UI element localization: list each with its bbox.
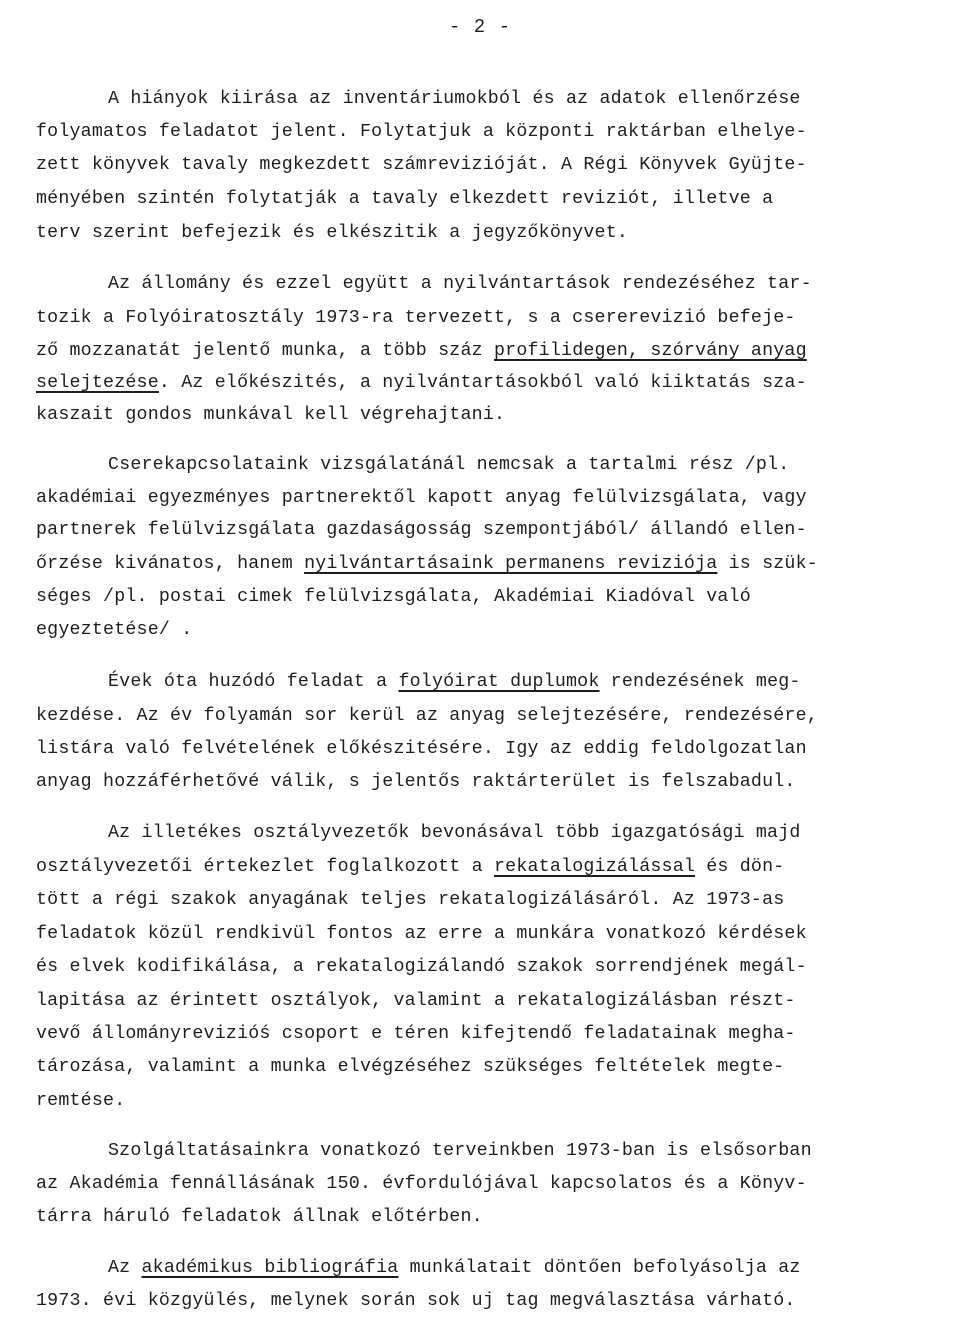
paragraph-3-line-2 xyxy=(36,483,807,513)
paragraph-4-line-1 xyxy=(108,667,801,697)
paragraph-3-line-1 xyxy=(108,450,789,480)
text-segment: A hiányok kiirása az inventáriumokból és az adatok ellenőrzése xyxy=(108,89,801,109)
paragraph-6-line-3 xyxy=(36,1202,483,1232)
text-segment: ző mozzanatát jelentő munka, a több száz xyxy=(36,341,494,361)
paragraph-5-line-9 xyxy=(36,1086,125,1116)
paragraph-1-line-4 xyxy=(36,184,773,214)
paragraph-5-line-1 xyxy=(108,818,801,848)
paragraph-1-line-2 xyxy=(36,117,807,147)
text-segment: akadémiai egyezményes partnerektől kapott anyag felülvizsgálata, vagy xyxy=(36,488,807,508)
text-segment: munkálatait döntően befolyásolja az xyxy=(398,1258,801,1278)
text-segment: is szük- xyxy=(717,554,818,574)
paragraph-5-line-3 xyxy=(36,885,784,915)
text-segment: 1973. évi közgyülés, melynek során sok uj tag megválasztása várható. xyxy=(36,1291,796,1311)
paragraph-3-line-5 xyxy=(36,582,751,612)
underlined-text: folyóirat duplumok xyxy=(398,672,600,692)
paragraph-2-line-4 xyxy=(36,368,807,398)
text-segment: rendezésének meg- xyxy=(599,672,801,692)
text-segment: Az állomány és ezzel együtt a nyilvántartások rendezéséhez tar- xyxy=(108,274,812,294)
paragraph-4-line-3 xyxy=(36,734,807,764)
text-segment: Évek óta huzódó feladat a xyxy=(108,672,399,692)
text-segment: Cserekapcsolataink vizsgálatánál nemcsak a tartalmi rész /pl. xyxy=(108,455,790,475)
text-segment: egyeztetése/ . xyxy=(36,620,193,640)
text-segment: . Az előkészités, a nyilvántartásokból való kiiktatás sza- xyxy=(158,373,807,393)
paragraph-2-line-3 xyxy=(36,336,807,366)
text-segment: Szolgáltatásainkra vonatkozó terveinkben 1973-ban is elsősorban xyxy=(108,1141,812,1161)
text-segment: ményében szintén folytatják a tavaly elkezdett reviziót, illetve a xyxy=(36,189,774,209)
paragraph-5-line-5 xyxy=(36,952,807,982)
paragraph-6-line-2 xyxy=(36,1169,807,1199)
text-segment: és elvek kodifikálása, a rekatalogizálandó szakok sorrendjének megál- xyxy=(36,957,807,977)
text-segment: séges /pl. postai cimek felülvizsgálata, Akadémiai Kiadóval való xyxy=(36,587,751,607)
text-segment: Az xyxy=(108,1258,142,1278)
paragraph-2-line-2 xyxy=(36,303,796,333)
paragraph-5-line-8 xyxy=(36,1052,784,1082)
text-segment: Az illetékes osztályvezetők bevonásával több igazgatósági majd xyxy=(108,823,801,843)
text-segment: kezdése. Az év folyamán sor kerül az anyag selejtezésére, rendezésére, xyxy=(36,706,818,726)
paragraph-3-line-4 xyxy=(36,549,818,579)
text-segment: anyag hozzáférhetővé válik, s jelentős raktárterület is felszabadul. xyxy=(36,772,796,792)
text-segment: osztályvezetői értekezlet foglalkozott a xyxy=(36,857,494,877)
paragraph-4-line-2 xyxy=(36,701,818,731)
paragraph-7-line-2 xyxy=(36,1286,796,1316)
underlined-text: selejtezése xyxy=(36,373,159,393)
text-segment: zett könyvek tavaly megkezdett számrevizióját. A Régi Könyvek Gyüjte- xyxy=(36,155,807,175)
paragraph-1-line-1 xyxy=(108,84,801,114)
text-segment: tárra háruló feladatok állnak előtérben. xyxy=(36,1207,483,1227)
paragraph-3-line-6 xyxy=(36,615,192,645)
text-segment: az Akadémia fennállásának 150. évfordulójával kapcsolatos és a Könyv- xyxy=(36,1174,807,1194)
underlined-text: nyilvántartásaink permanens reviziója xyxy=(304,554,718,574)
text-segment: és dön- xyxy=(695,857,785,877)
text-segment: remtése. xyxy=(36,1091,126,1111)
text-segment: terv szerint befejezik és elkészitik a jegyzőkönyvet. xyxy=(36,223,629,243)
paragraph-5-line-2 xyxy=(36,852,784,882)
paragraph-2-line-5 xyxy=(36,400,505,430)
paragraph-4-line-4 xyxy=(36,767,796,797)
text-segment: lapitása az érintett osztályok, valamint a rekatalogizálásban részt- xyxy=(36,991,796,1011)
paragraph-1-line-5 xyxy=(36,218,628,248)
paragraph-5-line-4 xyxy=(36,919,807,949)
text-segment: listára való felvételének előkészitésére. Igy az eddig feldolgozatlan xyxy=(36,739,807,759)
text-segment: őrzése kivánatos, hanem xyxy=(36,554,305,574)
text-segment: kaszait gondos munkával kell végrehajtani. xyxy=(36,405,506,425)
paragraph-5-line-6 xyxy=(36,986,796,1016)
text-segment: tött a régi szakok anyagának teljes rekatalogizálásáról. Az 1973-as xyxy=(36,890,785,910)
paragraph-5-line-7 xyxy=(36,1019,796,1049)
text-segment: partnerek felülvizsgálata gazdaságosság szempontjából/ állandó ellen- xyxy=(36,520,807,540)
paragraph-7-line-1 xyxy=(108,1253,801,1283)
page-number: - 2 - xyxy=(448,16,511,38)
paragraph-3-line-3 xyxy=(36,515,807,545)
underlined-text: profilidegen, szórvány anyag xyxy=(494,341,807,361)
text-segment: tározása, valamint a munka elvégzéséhez szükséges feltételek megte- xyxy=(36,1057,785,1077)
underlined-text: rekatalogizálással xyxy=(494,857,696,877)
text-segment: tozik a Folyóiratosztály 1973-ra tervezett, s a csererevizió befeje- xyxy=(36,308,796,328)
text-segment: vevő állományrevizióś csoport e téren kifejtendő feladatainak megha- xyxy=(36,1024,796,1044)
underlined-text: akadémikus bibliográfia xyxy=(141,1258,399,1278)
text-segment: feladatok közül rendkivül fontos az erre a munkára vonatkozó kérdések xyxy=(36,924,807,944)
text-segment: folyamatos feladatot jelent. Folytatjuk a központi raktárban elhelye- xyxy=(36,122,807,142)
paragraph-2-line-1 xyxy=(108,269,812,299)
paragraph-6-line-1 xyxy=(108,1136,812,1166)
paragraph-1-line-3 xyxy=(36,150,807,180)
